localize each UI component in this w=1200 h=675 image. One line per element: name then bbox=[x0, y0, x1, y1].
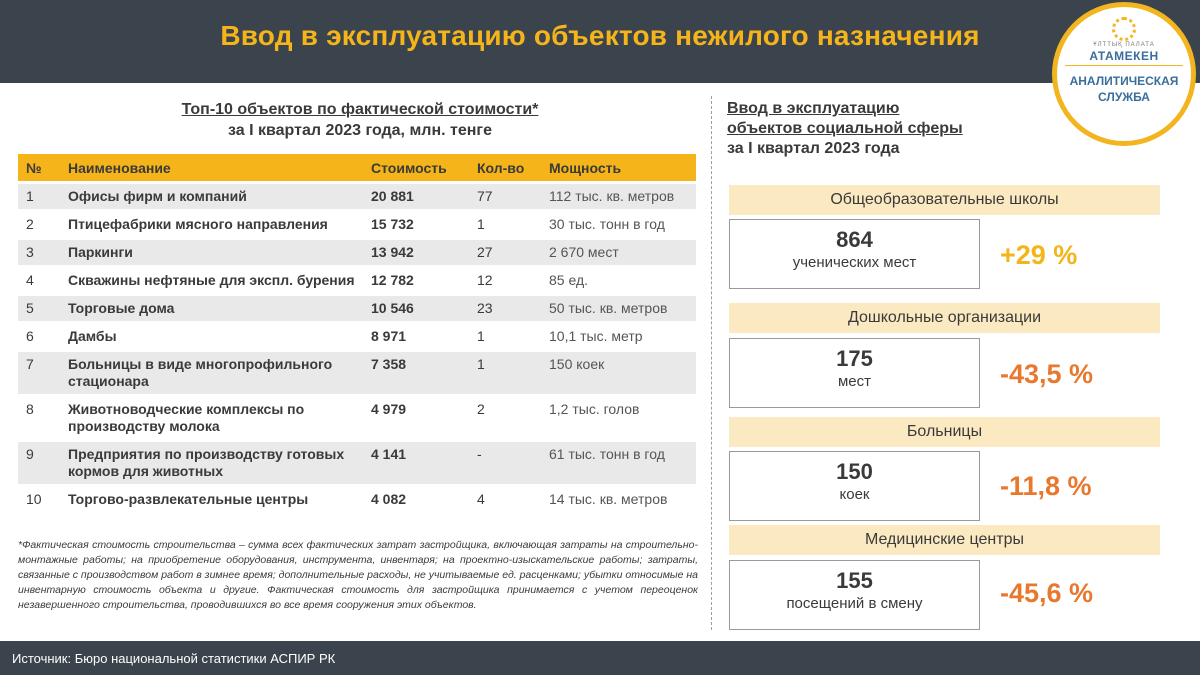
row-capacity: 1,2 тыс. голов bbox=[549, 401, 640, 417]
row-capacity: 10,1 тыс. метр bbox=[549, 328, 643, 344]
footer-bar bbox=[0, 641, 1200, 675]
col-header-num: № bbox=[18, 154, 60, 181]
stat-box-hospitals bbox=[729, 451, 980, 521]
table-row bbox=[18, 212, 696, 237]
social-title-line1: Ввод в эксплуатацию bbox=[727, 100, 900, 117]
stat-unit: мест bbox=[837, 373, 872, 390]
row-qty: 77 bbox=[469, 184, 541, 209]
row-qty: 2 bbox=[477, 401, 485, 417]
stat-box-preschool bbox=[729, 338, 980, 408]
table-row bbox=[18, 397, 696, 439]
row-num: 1 bbox=[18, 184, 60, 209]
social-title bbox=[727, 99, 1057, 159]
logo-brand: АТАМЕКЕН bbox=[1089, 49, 1159, 63]
col-header-name: Наименование bbox=[60, 154, 363, 181]
table-row bbox=[18, 487, 696, 512]
logo-service bbox=[1057, 73, 1191, 105]
row-cost: 20 881 bbox=[363, 184, 469, 209]
stat-box-medical-centers bbox=[729, 560, 980, 630]
table-title-line2: за I квартал 2023 года, млн. тенге bbox=[228, 122, 492, 139]
change-schools: +29 % bbox=[1000, 240, 1078, 270]
table-row bbox=[18, 240, 696, 265]
logo-service-line1: АНАЛИТИЧЕСКАЯ bbox=[1069, 74, 1179, 88]
top10-table bbox=[18, 151, 696, 515]
table-header-row bbox=[18, 154, 696, 181]
row-capacity: 61 тыс. тонн в год bbox=[541, 442, 696, 484]
logo-inner bbox=[1057, 7, 1191, 141]
row-capacity: 85 ед. bbox=[549, 272, 588, 288]
stat-value: 864 bbox=[836, 227, 873, 252]
row-num: 7 bbox=[18, 352, 60, 394]
row-capacity: 2 670 мест bbox=[541, 240, 696, 265]
row-qty: 4 bbox=[477, 491, 485, 507]
row-cost: 10 546 bbox=[363, 296, 469, 321]
header-bar bbox=[0, 0, 1200, 83]
row-num: 10 bbox=[26, 491, 42, 507]
row-qty: 1 bbox=[477, 216, 485, 232]
row-cost: 7 358 bbox=[363, 352, 469, 394]
logo-divider bbox=[1065, 65, 1183, 66]
row-name: Торгово-развлекательные центры bbox=[68, 491, 309, 507]
stat-value: 175 bbox=[836, 346, 873, 371]
col-header-cost: Стоимость bbox=[363, 154, 469, 181]
row-name: Животноводческие комплексы по производству молока bbox=[68, 401, 305, 434]
category-label-medical-centers: Медицинские центры bbox=[729, 525, 1160, 555]
stat-value: 150 bbox=[836, 459, 873, 484]
row-name: Предприятия по производству готовых кормов для животных bbox=[60, 442, 363, 484]
table-row bbox=[18, 442, 696, 484]
col-header-capacity: Мощность bbox=[541, 154, 696, 181]
category-label-preschool: Дошкольные организации bbox=[729, 303, 1160, 333]
table-row bbox=[18, 324, 696, 349]
page-title: Ввод в эксплуатацию объектов нежилого назначения bbox=[220, 20, 980, 51]
row-cost: 4 979 bbox=[371, 401, 407, 417]
row-num: 8 bbox=[26, 401, 34, 417]
row-num: 3 bbox=[18, 240, 60, 265]
row-cost: 12 782 bbox=[371, 272, 414, 288]
table-row bbox=[18, 184, 696, 209]
stat-unit: коек bbox=[839, 486, 870, 503]
stat-value: 155 bbox=[836, 568, 873, 593]
row-qty: 1 bbox=[469, 352, 541, 394]
row-name: Паркинги bbox=[60, 240, 363, 265]
change-hospitals: -11,8 % bbox=[1000, 471, 1092, 501]
row-capacity: 14 тыс. кв. метров bbox=[549, 491, 668, 507]
atameken-logo bbox=[1052, 2, 1196, 146]
row-num: 2 bbox=[26, 216, 34, 232]
row-capacity: 50 тыс. кв. метров bbox=[541, 296, 696, 321]
row-num: 4 bbox=[26, 272, 34, 288]
row-name: Торговые дома bbox=[60, 296, 363, 321]
logo-service-line2: СЛУЖБА bbox=[1098, 90, 1150, 104]
source-text: Источник: Бюро национальной статистики АСПИР РК bbox=[12, 651, 336, 666]
row-qty: 23 bbox=[469, 296, 541, 321]
row-qty: 12 bbox=[477, 272, 493, 288]
change-medical-centers: -45,6 % bbox=[1000, 578, 1094, 608]
category-label-schools: Общеобразовательные школы bbox=[729, 185, 1160, 215]
row-name: Скважины нефтяные для экспл. бурения bbox=[68, 272, 355, 288]
stat-unit: ученических мест bbox=[792, 254, 917, 271]
row-name: Больницы в виде многопрофильного стационара bbox=[60, 352, 363, 394]
social-title-line2: объектов социальной сферы bbox=[727, 120, 963, 137]
row-cost: 4 082 bbox=[371, 491, 407, 507]
column-divider bbox=[711, 96, 712, 630]
col-header-qty: Кол-во bbox=[469, 154, 541, 181]
row-name: Офисы фирм и компаний bbox=[60, 184, 363, 209]
row-num: 9 bbox=[18, 442, 60, 484]
stat-box-schools bbox=[729, 219, 980, 289]
social-title-line3: за I квартал 2023 года bbox=[727, 140, 900, 157]
row-name: Птицефабрики мясного направления bbox=[68, 216, 328, 232]
row-cost: 13 942 bbox=[363, 240, 469, 265]
row-capacity: 30 тыс. тонн в год bbox=[549, 216, 665, 232]
table-title bbox=[20, 99, 700, 141]
category-label-hospitals: Больницы bbox=[729, 417, 1160, 447]
row-num: 6 bbox=[26, 328, 34, 344]
row-qty: 27 bbox=[469, 240, 541, 265]
table-row bbox=[18, 268, 696, 293]
row-qty: 1 bbox=[477, 328, 485, 344]
row-name: Дамбы bbox=[68, 328, 117, 344]
row-capacity: 150 коек bbox=[541, 352, 696, 394]
row-cost: 8 971 bbox=[371, 328, 407, 344]
logo-small-text: ҰЛТТЫҚ ПАЛАТА bbox=[1093, 42, 1155, 48]
row-cost: 4 141 bbox=[363, 442, 469, 484]
footnote: *Фактическая стоимость строительства – сумма всех фактических затрат застройщика, включающая затраты на строительно-монтажные работы; на приобретение оборудования, инструмента, инвентаря; на проектно-изыскательские работы; затраты, связанные с производством работ в зимнее время; дополнительные расходы, не учитываемые ед. расценками; убытки относимые на инвентарную стоимость объекта и другие. Фактическая стоимость для застройщика принимается с учетом переоценок незавершенного строительства, проводившихся во все время сооружения этих объектов. bbox=[18, 539, 698, 611]
row-num: 5 bbox=[18, 296, 60, 321]
stat-unit: посещений в смену bbox=[786, 595, 923, 612]
change-preschool: -43,5 % bbox=[1000, 359, 1094, 389]
atameken-emblem-icon bbox=[1112, 17, 1136, 41]
row-cost: 15 732 bbox=[371, 216, 414, 232]
table-row bbox=[18, 296, 696, 321]
table-title-line1: Топ-10 объектов по фактической стоимости* bbox=[181, 101, 539, 118]
row-qty: - bbox=[469, 442, 541, 484]
row-capacity: 112 тыс. кв. метров bbox=[541, 184, 696, 209]
table-row bbox=[18, 352, 696, 394]
